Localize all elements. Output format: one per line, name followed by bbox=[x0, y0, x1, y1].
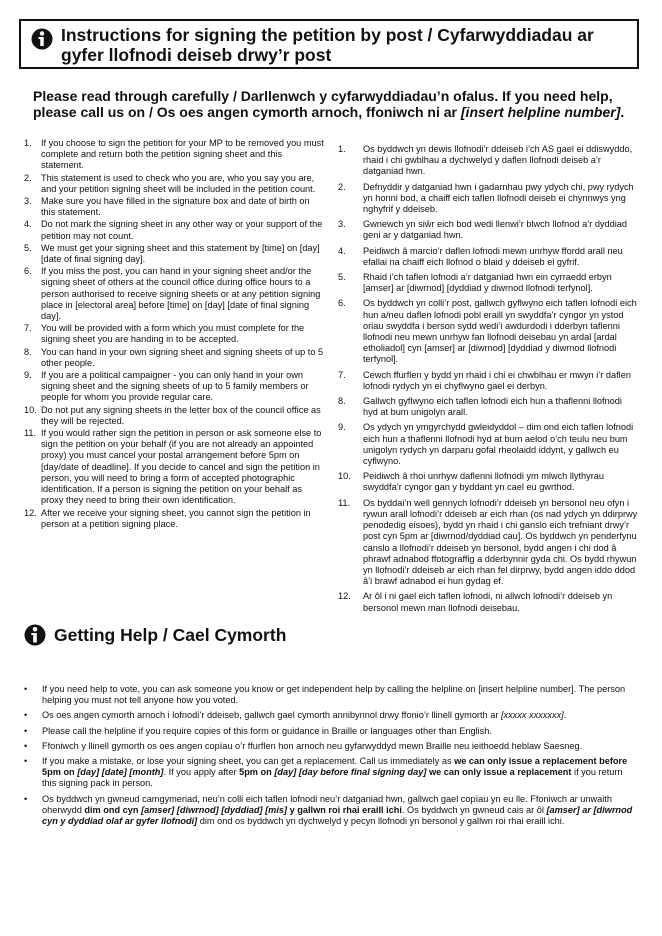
english-instruction-item bbox=[24, 347, 324, 369]
english-instruction-item bbox=[24, 266, 324, 322]
item-text: You will be provided with a form which you must complete for the signing sheet you are handing in to be accepted. bbox=[41, 323, 305, 345]
item-number: 9. bbox=[338, 422, 346, 433]
item-number: 12. bbox=[338, 591, 351, 602]
english-instruction-item bbox=[24, 370, 324, 404]
item-text: This statement is used to check who you are, who you say you are, and your petition signing sheet will be included in the petition count. bbox=[41, 172, 316, 194]
welsh-instruction-item bbox=[338, 498, 638, 588]
item-text: If you would rather sign the petition in person or ask someone else to sign the petition on your behalf (if you are not already an appointed proxy) you must cancel your postal arrangement before 5pm on [day/date of deadline]. If you decide to cancel and sign the petition in person, you will need to bring a form of accepted photographic identification. If a person is signing the petition on your behalf as proxy they need to bring their own identification. bbox=[41, 428, 322, 506]
item-text: If you choose to sign the petition for your MP to be removed you must complete and return both the petition signing sheet and this statement. bbox=[41, 138, 324, 171]
item-text: Cewch ffurflen y bydd yn rhaid i chi ei chwblhau er mwyn i’r daflen lofnodi rydych yn ei chyflwyno gael ei derbyn. bbox=[363, 369, 631, 391]
item-number: 7. bbox=[24, 323, 32, 334]
welsh-instruction-item bbox=[338, 246, 638, 268]
item-text: Os byddwch yn colli’r post, gallwch gyflwyno eich taflen lofnodi eich hun a/neu daflen lofnodi pobl eraill yn swyddfa’r cyngor yn ystod oriau swyddfa i berson sydd wedi’i awdurdodi i dderbyn taflenni llofnodi neu mewn unrhyw fan llofnodi deisebau yn ardal [ardal etholiadol] cyn [amser] ar [diwrnod] [dyddiad y diwrnod llofnodi terfynol]. bbox=[363, 298, 637, 365]
help-heading-text: Getting Help / Cael Cymorth bbox=[54, 625, 287, 645]
welsh-instruction-item bbox=[338, 396, 638, 418]
item-number: 9. bbox=[24, 370, 32, 381]
item-number: 10. bbox=[24, 404, 37, 415]
item-number: 7. bbox=[338, 369, 346, 380]
welsh-instructions bbox=[338, 144, 638, 618]
welsh-instruction-item bbox=[338, 298, 638, 365]
english-instruction-item bbox=[24, 173, 324, 195]
welsh-instruction-item bbox=[338, 219, 638, 241]
item-text: Do not put any signing sheets in the letter box of the council office as they will be rejected. bbox=[41, 404, 321, 426]
item-text: Gallwch gyflwyno eich taflen lofnodi eich hun a thaflenni llofnodi hyd at bum unigolyn arall. bbox=[363, 396, 622, 418]
english-instruction-item bbox=[24, 243, 324, 265]
item-number: 5. bbox=[338, 272, 346, 283]
help-bullet: • Os byddwch yn gwneud camgymeriad, neu’n colli eich taflen lofnodi neu’r datganiad hwn, gallwch gael copïau yn eu lle. Ffoniwch ar unwaith oherwydd dim ond cyn [amser] [diwrnod] [dyddiad] [mis] y gallwn roi rhai eraill ichi. Os byddwch yn gwneud cais ar ôl [amser] ar [diwrnod cyn y dyddiad olaf ar gyfer llofnodi] dim ond os byddwch yn dychwelyd y pecyn llofnodi yn bersonol y gallwn roi rhai eraill ichi. bbox=[24, 793, 633, 827]
item-number: 1. bbox=[24, 138, 32, 148]
english-instruction-item bbox=[24, 196, 324, 218]
item-number: 10. bbox=[338, 471, 351, 482]
help-bullet: • If you make a mistake, or lose your signing sheet, you can get a replacement. Call us immediately as we can only issue a replacement before 5pm on [day] [date] [month]. If you apply after 5pm on [day] [day before final signing day] we can only issue a replacement if you return this signing pack in person. bbox=[24, 756, 628, 789]
welsh-instruction-item bbox=[338, 471, 638, 493]
item-number: 5. bbox=[24, 242, 32, 253]
item-text: Defnyddir y datganiad hwn i gadarnhau pwy ydych chi, pwy rydych yn honni bod, a chaiff eich taflen llofnodi deiseb ei chynnwys yng nghyfrif y ddeiseb. bbox=[363, 181, 634, 215]
item-number: 11. bbox=[24, 428, 37, 439]
welsh-instruction-item bbox=[338, 182, 638, 216]
item-number: 4. bbox=[338, 245, 346, 256]
welsh-instruction-item bbox=[338, 591, 638, 613]
intro-text: Please read through carefully / Darllenwch y cyfarwyddiadau’n ofalus. If you need help, please call us on / Os oes angen cymorth arnoch, ffoniwch ni ar [insert helpline number]. bbox=[33, 88, 625, 120]
welsh-instruction-item bbox=[338, 370, 638, 392]
item-number: 2. bbox=[24, 172, 32, 183]
welsh-instruction-item bbox=[338, 144, 638, 178]
help-heading bbox=[24, 622, 324, 652]
help-bullet: • If you need help to vote, you can ask someone you know or get independent help by calling the helpline on [insert helpline number]. The person helping you must not tell anyone how you voted. bbox=[24, 684, 626, 706]
help-bullet: • Os oes angen cymorth arnoch i lofnodi’r ddeiseb, gallwch gael cymorth annibynnol drwy ffonio’r llinell gymorth ar [xxxxx xxxxxxx]. bbox=[24, 710, 567, 721]
english-instructions bbox=[24, 138, 324, 531]
info-person-icon bbox=[24, 623, 46, 647]
english-instruction-item bbox=[24, 428, 324, 506]
item-text: Ar ôl i ni gael eich taflen lofnodi, ni allwch lofnodi’r ddeiseb yn bersonol mewn man llofnodi deisebau. bbox=[363, 591, 613, 613]
english-instruction-item bbox=[24, 138, 324, 172]
item-number: 8. bbox=[24, 346, 32, 357]
item-number: 3. bbox=[338, 219, 346, 230]
item-text: Do not mark the signing sheet in any other way or your support of the petition may not count. bbox=[41, 219, 323, 241]
item-number: 8. bbox=[338, 396, 346, 407]
english-instruction-item bbox=[24, 508, 324, 530]
item-text: Rhaid i’ch taflen lofnodi a’r datganiad hwn ein cyrraedd erbyn [amser] ar [diwrnod] [dyddiad y diwrnod llofnodi terfynol]. bbox=[363, 272, 612, 294]
item-text: If you miss the post, you can hand in your signing sheet and/or the signing sheet of others at the council office during office hours to a person authorised to receive signing sheets or at any petition signing place in [electoral area] before [time] on [day] [date of final signing day]. bbox=[41, 266, 321, 322]
item-text: After we receive your signing sheet, you cannot sign the petition in person at a petition signing place. bbox=[41, 507, 311, 529]
item-text: We must get your signing sheet and this statement by [time] on [day] [date of final signing day]. bbox=[41, 242, 320, 265]
item-text: Make sure you have filled in the signature box and date of birth on this statement. bbox=[41, 196, 310, 218]
helpline-placeholder: [insert helpline number] bbox=[460, 104, 621, 120]
item-text: Peidiwch â rhoi unrhyw daflenni llofnodi ym mlwch llythyrau swyddfa’r cyngor gan y byddant yn cael eu gwrthod. bbox=[363, 471, 605, 493]
item-number: 6. bbox=[338, 298, 346, 309]
item-number: 2. bbox=[338, 181, 346, 192]
item-number: 12. bbox=[24, 507, 37, 518]
help-bullet: • Please call the helpline if you require copies of this form or guidance in Braille or languages other than English. bbox=[24, 725, 492, 736]
welsh-instruction-item bbox=[338, 272, 638, 294]
help-bullet: • Ffoniwch y llinell gymorth os oes angen copïau o’r ffurflen hon arnoch neu gyfarwyddyd mewn Braille neu ieithoedd heblaw Saesneg. bbox=[24, 740, 583, 751]
item-text: Os ydych yn ymgyrchydd gwleidyddol – dim ond eich taflen lofnodi eich hun a thaflenni llofnodi hyd at bum aelod o’ch teulu neu bum unigolyn rydych yn darparu gofal rheolaidd iddynt, y gallwch eu cyflwyno. bbox=[363, 422, 634, 467]
item-text: Gwnewch yn siŵr eich bod wedi llenwi’r blwch llofnod a’r dyddiad geni ar y datganiad hwn. bbox=[363, 219, 628, 241]
item-number: 6. bbox=[24, 266, 32, 277]
item-text: If you are a political campaigner - you can only hand in your own signing sheet and the signing sheets of up to 5 family members or people for whom you provide regular care. bbox=[41, 370, 309, 403]
page-title: Instructions for signing the petition by post / Cyfarwyddiadau ar gyfer llofnodi deiseb drwy’r post bbox=[61, 25, 594, 65]
info-person-icon bbox=[31, 28, 53, 50]
item-text: You can hand in your own signing sheet and signing sheets of up to 5 other people. bbox=[41, 346, 324, 368]
english-instruction-item bbox=[24, 219, 324, 241]
item-number: 1. bbox=[338, 144, 346, 154]
item-text: Os byddwch yn dewis llofnodi’r ddeiseb i’ch AS gael ei ddiswyddo, rhaid i chi gwblhau a dychwelyd y daflen llofnodi deiseb a’r datganiad hwn. bbox=[363, 144, 633, 177]
help-bullets bbox=[24, 684, 636, 831]
item-number: 4. bbox=[24, 219, 32, 230]
english-instruction-item bbox=[24, 405, 324, 427]
english-instruction-item bbox=[24, 323, 324, 345]
title-box bbox=[19, 19, 639, 69]
item-text: Peidiwch â marcio’r daflen lofnodi mewn unrhyw ffordd arall neu efallai na chaiff eich llofnod o blaid y ddeiseb ei gyfrif. bbox=[363, 245, 623, 267]
welsh-instruction-item bbox=[338, 422, 638, 467]
item-number: 11. bbox=[338, 497, 351, 508]
item-text: Os byddai’n well gennych lofnodi’r ddeiseb yn bersonol neu ofyn i rywun arall lofnodi’r ddeiseb ar eich rhan (os nad ydych yn ddirprwy penodedig eisoes), bydd yn rhaid i chi ganslo eich trefniant drwy’r post cyn 5pm ar [diwrnod/dyddiad cau]. Os byddwch yn penderfynu canslo a llofnodi’r ddeiseb yn bersonol, bydd angen i chi dod â phrawf adnabod ffotograffig a dderbynnir gyda chi. Os bydd rhywun yn llofnodi’r ddeiseb ar eich rhan fel dirprwy, bydd angen iddo ddod â’i brawf adnabod ei hun gydag ef. bbox=[363, 497, 638, 587]
item-number: 3. bbox=[24, 196, 32, 207]
